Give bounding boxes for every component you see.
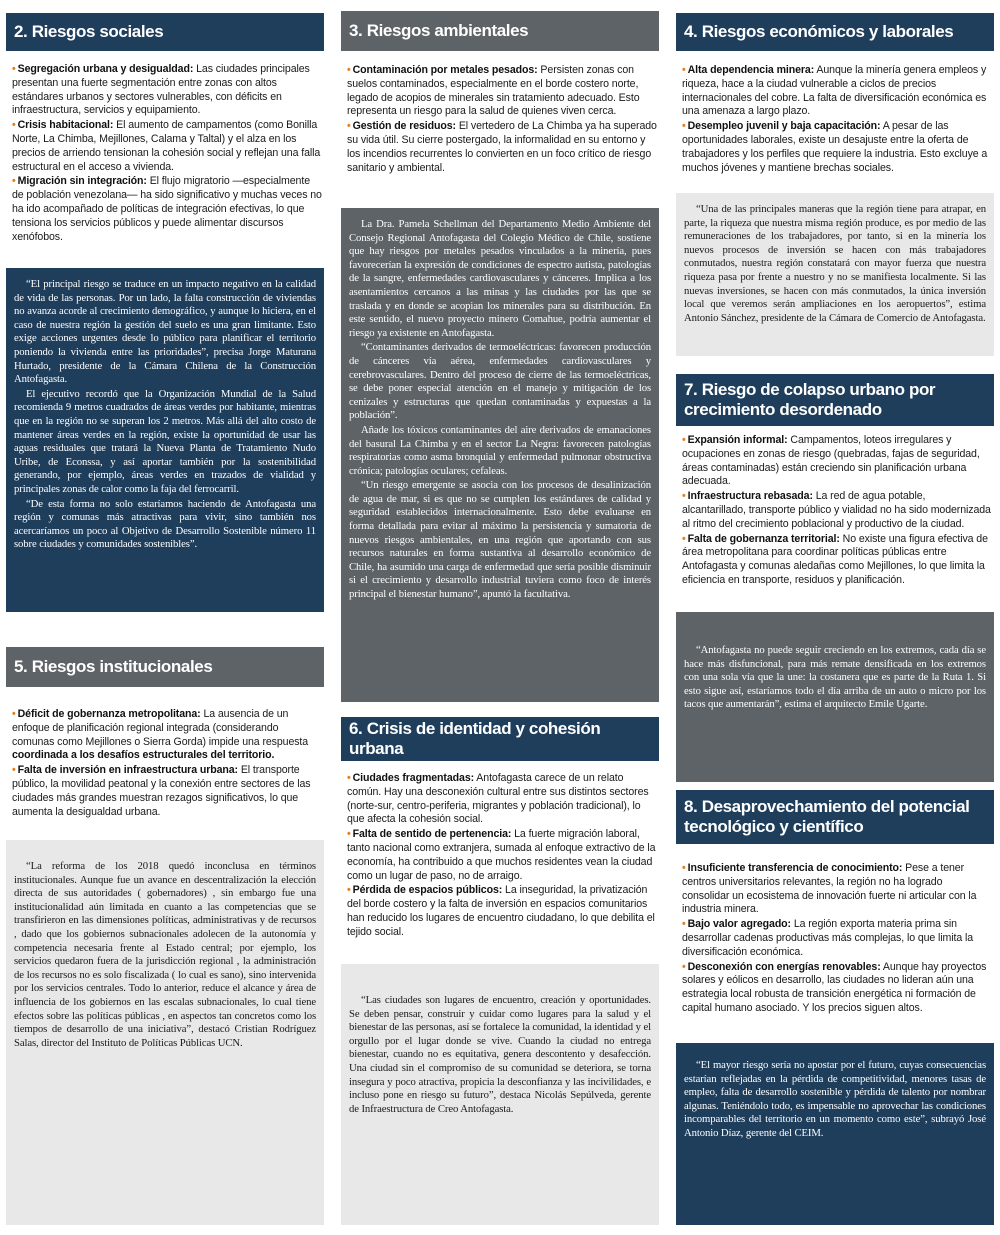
bullet: • Bajo valor agregado: La región exporta materia prima sin desarrollar cadenas productivas más complejas, lo que limita la diversificación económica. (682, 918, 974, 958)
bullet-dot-icon: • (682, 434, 686, 446)
bullet-dot-icon: • (12, 764, 16, 777)
bullet-dot-icon: • (682, 918, 686, 931)
bullet: • Déficit de gobernanza metropolitana: La ausencia de un enfoque de planificación regional integrada (considerando comunas como Mejillones o Sierra Gorda) impide una respuesta coordinada a los desafíos estructurales del territorio. (12, 708, 309, 762)
bullet: • Falta de sentido de pertenencia: La fuerte migración laboral, tanto nacional como extranjera, sumada al enfoque extractivo de la economía, ha contribuido a que muchos residentes vean la ciudad como un lugar de paso, no de arraigo. (347, 828, 656, 882)
bullet: • Ciudades fragmentadas: Antofagasta carece de un relato común. Hay una desconexión cultural entre sus distintos sectores (norte-sur, centro-periferia, migrantes y población tradicional), lo que afecta la cohesión social. (347, 772, 649, 826)
bullet: • Segregación urbana y desigualdad: Las ciudades principales presentan una fuerte segmentación entre zonas con altos estándares urbanos y sectores vulnerables, con déficits en infraestructura, servicios y equipamiento. (12, 63, 310, 117)
section-3-quote: La Dra. Pamela Schellman del Departamento Medio Ambiente del Consejo Regional Antofagasta del Colegio Médico de Chile, sostiene que hay riesgos por metales pesados vinculados a la minería, pues favorecerían la expresión de condiciones de espectro autista, patologías de la sangre, enfermedades cardiovasculares y cánceres. Implica a los asentamientos cercanos a las minas y las ciudades por las que se traslada y en donde se acopian los minerales para su distribución. En este sentido, el nuevo proyecto minero Comahue, podría aumentar el riesgo ya existente en Antofagasta. “Contaminantes derivados de termoeléctricas: favorecen producción de cánceres vía aérea, enfermedades cardiovasculares y cerebrovasculares. Dentro del proceso de cierre de las termoeléctricas, se debe poner especial atención en el manejo y mitigación de los cenizales y estructuras que quedan contaminadas y expuestas a la población”. Añade los tóxicos contaminantes del aire derivados de emanaciones del basural La Chimba y en el sector La Negra: favorecen patologías respiratorias como asma bronquial y enfermedad pulmonar obstructiva crónica; patologías oculares; cefaleas. “Un riesgo emergente se asocia con los procesos de desalinización de agua de mar, si es que no se cumplen los estándares de calidad y seguridad establecidos internacionalmente. Esto debe evaluarse en forma detallada para evitar al máximo la persistencia y sumatoria de nuevos riesgos ambientales, en una región que aportando con sus recursos naturales en forma sustantiva al desarrollo económico de Chile, ha asumido una carga de enfermedad que sería posible disminuir si el crecimiento y desarrollo industrial tuviera como foco de interés principal el bienestar humano”, apuntó la facultativa. (341, 208, 659, 702)
bullet: • Expansión informal: Campamentos, loteos irregulares y ocupaciones en zonas de riesgo (quebradas, fajas de seguridad, áreas contaminadas) están creciendo sin planificación urbana adecuada. (682, 434, 980, 488)
bullet-dot-icon: • (347, 772, 351, 784)
bullet-dot-icon: • (347, 884, 351, 897)
section-3-header (341, 11, 659, 51)
section-2-quote: “El principal riesgo se traduce en un impacto negativo en la calidad de vida de las personas. Por un lado, la falta construcción de viviendas no avanza acorde al crecimiento demográfico, y aunque lo hiciera, en el caso de nuestra región la gestión del suelo es una gran limitante. Esto exige acciones urgentes desde lo público para planificar el territorio poniendo la vivienda entre las prioridades”, precisa Jorge Maturana Hurtado, presidente de la Cámara Chilena de la Construcción Antofagasta. El ejecutivo recordó que la Organización Mundial de la Salud recomienda 9 metros cuadrados de áreas verdes por habitante, mientras que en la región no se superan los 2 metros. Más allá del alto costo de mantener áreas verdes en la región, existe la oportunidad de usar las aguas residuales que tratará la Nueva Planta de Tratamiento Nudo Uribe, de Econssa, y así aportar también por la sostenibilidad generando, por ejemplo, áreas verdes en trazados de vialidad y principales zonas de calor como la faja del ferrocarril. “De esta forma no solo estaríamos haciendo de Antofagasta una región y comunas más atractivas para vivir, sino también nos acercaríamos un poco al Objetivo de Desarrollo Sostenible número 11 sobre ciudades y comunidades sostenibles”. (6, 268, 324, 612)
section-2-title: 2. Riesgos sociales (14, 22, 164, 41)
bullet: • Contaminación por metales pesados: Persisten zonas con suelos contaminados, especialmente en el borde costero norte, legado de acopios de minerales sin tratamiento adecuado. Esto representa un riesgo para la salud de quienes viven cerca. (347, 64, 640, 118)
section-6-quote: “Las ciudades son lugares de encuentro, creación y oportunidades. Se deben pensar, construir y cuidar como lugares para la salud y el bienestar de las personas, así se fortalece la comunidad, la identidad y el orgullo por el lugar donde se vive. Cuando la ciudad no entrega bienestar, cuando no es equitativa, genera descontento y desafección. Una ciudad sin el compromiso de su comunidad se deteriora, se torna insegura y poco atractiva, propicia la desconfianza y las incivilidades, e incluso pone en riesgo su futuro”, destaca Nicolás Sepúlveda, gerente de Infraestructura de Creo Antofagasta. (341, 964, 659, 1225)
bullet: • Migración sin integración: El flujo migratorio —especialmente de población venezolana— ha sido significativo y muchas veces no ha ido acompañado de políticas de integración efectivas, lo que tensiona los servicios públicos y puede alimentar discursos xenófobos. (12, 175, 322, 243)
section-4-bullets (674, 58, 996, 190)
bullet-dot-icon: • (682, 490, 686, 503)
bullet-dot-icon: • (347, 64, 351, 76)
bullet: • Falta de gobernanza territorial: No existe una figura efectiva de área metropolitana para coordinar políticas públicas entre Antofagasta y comunas aledañas como Mejillones, lo que limita la eficiencia en transporte, residuos y planificación. (682, 532, 988, 586)
section-7-header (676, 374, 994, 426)
section-4-quote: “Una de las principales maneras que la región tiene para atrapar, en parte, la riqueza que nuestra misma región produce, es por medio de las remuneraciones de los trabajadores, por tanto, si en la minería los nuevos procesos de inversión se hacen con más trabajadores conmutados, nuestra región constatará con mayor fuerza que nuestra riqueza pasa por frente a nuestro y no se manifiesta localmente. Si las nuevas inversiones, se hacen con más conmutados, la única inversión local que veremos serán ampliaciones en los aeropuertos”, estima Antonio Sánchez, presidente de la Cámara de Comercio de Antofagasta. (676, 193, 994, 356)
bullet: • Desempleo juvenil y baja capacitación: A pesar de las oportunidades laborales, existe un desajuste entre la oferta de trabajadores y los perfiles que requiere la industria. Esto excluye a muchos jóvenes y mantiene brechas sociales. (682, 120, 988, 174)
section-5-bullets (4, 702, 326, 832)
bullet-dot-icon: • (12, 63, 16, 75)
bullet-dot-icon: • (12, 119, 16, 132)
bullet-dot-icon: • (682, 532, 686, 545)
section-7-quote: “Antofagasta no puede seguir creciendo en los extremos, cada día se hace más disfuncional, para más remate densificada en los extremos con una sola vía que la une: la costanera que es parte de la Ruta 1. Si esto sigue así, estaríamos todo el día arriba de un auto o micro por los tacos que aumentarán”, estima el arquitecto Emile Ugarte. (676, 612, 994, 782)
bullet-dot-icon: • (682, 64, 686, 76)
bullet: • Gestión de residuos: El vertedero de La Chimba ya ha superado su vida útil. Su cierre postergado, la informalidad en su entorno y los incendios recurrentes lo convierten en un foco crítico de riesgo sanitario y ambiental. (347, 120, 657, 174)
bullet-dot-icon: • (682, 960, 686, 973)
bullet-dot-icon: • (682, 120, 686, 133)
bullet: • Infraestructura rebasada: La red de agua potable, alcantarillado, transporte público y vialidad no ha sido modernizada al ritmo del crecimiento poblacional y productivo de la ciudad. (682, 490, 991, 530)
section-5-quote: “La reforma de los 2018 quedó inconclusa en términos institucionales. Aunque fue un avance en descentralización la elección directa de sus autoridades ( gobernadores) , sin embargo fue una institucionalidad aún limitada en cuanto a las competencias que se transfirieron en las dimensiones políticas, administrativas y de recursos , dado que los gobiernos subnacionales adolecen de la autonomía y competencia necesaria frente al Estado central; por ejemplo, los servicios quedaron fuera de la jurisdicción regional , la administración de los recursos no es solo fiscalizada ( lo cual es sano), sino intervenida por los servicios centrales. Todo lo anterior, reduce el alcance y área de influencia de los gobiernos en las escalas subnacionales, lo cual tiene efectos sobre las políticas públicas , en aspectos tan concretos como los tiempos de desarrollo de una iniciativa”, destacó Cristian Rodríguez Salas, director del Instituto de Políticas Públicas UCN. (6, 840, 324, 1225)
bullet: • Crisis habitacional: El aumento de campamentos (como Bonilla Norte, La Chimba, Mejillones, Calama y Taltal) y el alza en los precios de arriendo tensionan la cohesión social y reflejan una falla estructural en el acceso a vivienda. (12, 119, 321, 173)
section-6-title: 6. Crisis de identidad y cohesión urbana (349, 719, 601, 758)
bullet-dot-icon: • (12, 708, 16, 720)
section-8-bullets (674, 856, 996, 1036)
section-7-title: 7. Riesgo de colapso urbano por crecimiento desordenado (684, 380, 936, 419)
section-2-header (6, 13, 324, 51)
bullet: • Pérdida de espacios públicos: La inseguridad, la privatización del borde costero y la falta de inversión en espacios comunitarios han reducido los lugares de encuentro ciudadano, lo que debilita el tejido social. (347, 884, 655, 938)
bullet-dot-icon: • (347, 828, 351, 841)
section-5-header (6, 647, 324, 687)
section-6-bullets (339, 766, 661, 960)
bullet: • Alta dependencia minera: Aunque la minería genera empleos y riqueza, hace a la ciudad vulnerable a ciclos de precios internacionales del cobre. La falta de diversificación económica es una amenaza a largo plazo. (682, 64, 987, 118)
section-6-header (341, 717, 659, 761)
bullet: • Insuficiente transferencia de conocimiento: Pese a tener centros universitarios relevantes, la región no ha logrado consolidar un ecosistema de innovación fuerte ni articular con la industria minera. (682, 862, 977, 916)
section-2-bullets (4, 57, 326, 265)
section-4-title: 4. Riesgos económicos y laborales (684, 22, 954, 41)
section-3-title: 3. Riesgos ambientales (349, 21, 529, 40)
bullet: • Desconexión con energías renovables: Aunque hay proyectos solares y eólicos en desarrollo, las ciudades no lideran aún una estrategia local robusta de transición energética ni formación de capital humano asociado. Y los precios siguen altos. (682, 960, 987, 1014)
bullet-dot-icon: • (12, 175, 16, 188)
section-4-header (676, 13, 994, 51)
section-7-bullets (674, 428, 996, 606)
section-8-title: 8. Desaprovechamiento del potencial tecnológico y científico (684, 797, 970, 836)
bullet-dot-icon: • (347, 120, 351, 133)
bullet-dot-icon: • (682, 862, 686, 874)
section-3-bullets (339, 58, 661, 206)
section-8-quote: “El mayor riesgo sería no apostar por el futuro, cuyas consecuencias estarían reflejadas en la pérdida de competitividad, menores tasas de empleo, falta de desarrollo sostenible y pérdida de talento por nombrar algunas. Teniéndolo todo, es impensable no aprovechar las condiciones incomparables del territorio en un momento como este”, subrayó José Antonio Díaz, gerente del CEIM. (676, 1043, 994, 1225)
section-8-header (676, 790, 994, 844)
bullet: • Falta de inversión en infraestructura urbana: El transporte público, la movilidad peatonal y la conexión entre sectores de las ciudades más grandes muestran rezagos significativos, lo que aumenta la desigualdad urbana. (12, 764, 311, 818)
section-5-title: 5. Riesgos institucionales (14, 657, 213, 676)
